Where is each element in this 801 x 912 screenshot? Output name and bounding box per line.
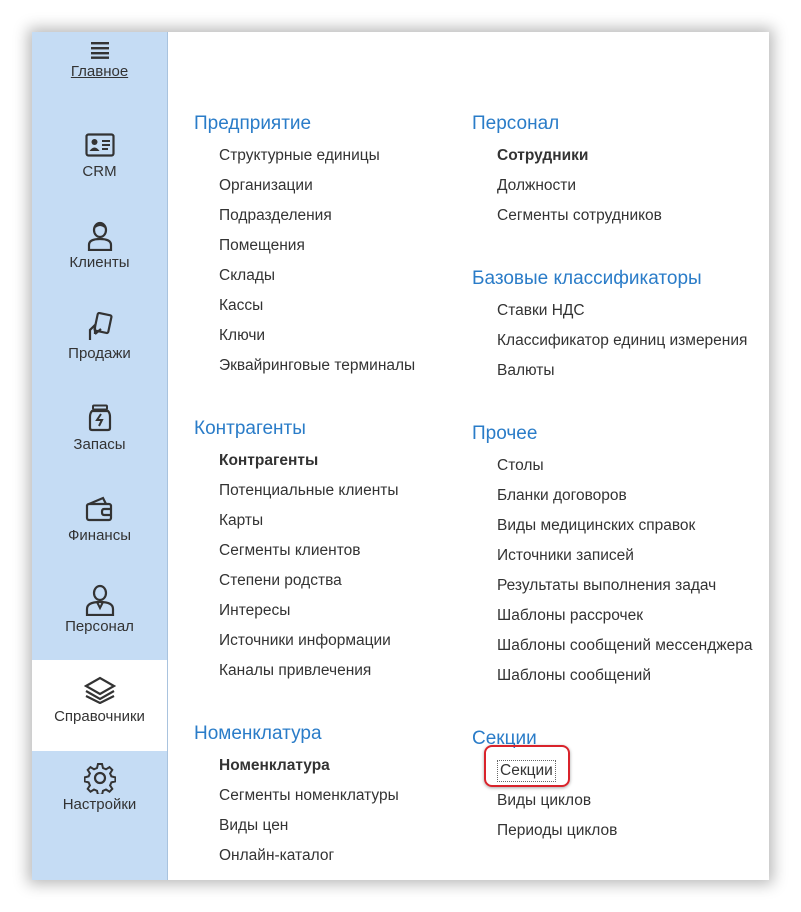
sidebar-item-label: Персонал bbox=[65, 618, 134, 635]
link-cards[interactable]: Карты bbox=[219, 512, 264, 529]
sidebar-item-stock[interactable] bbox=[32, 396, 167, 487]
group-title: Номенклатура bbox=[194, 723, 322, 744]
link-structural-units[interactable]: Структурные единицы bbox=[219, 147, 380, 164]
group-title: Контрагенты bbox=[194, 418, 306, 439]
link-booking-sources[interactable]: Источники записей bbox=[497, 547, 634, 564]
gear-icon bbox=[83, 761, 117, 795]
link-price-types[interactable]: Виды цен bbox=[219, 817, 289, 834]
sidebar-item-sales[interactable] bbox=[32, 305, 167, 396]
sidebar-item-label: CRM bbox=[82, 163, 117, 180]
link-installment-templates[interactable]: Шаблоны рассрочек bbox=[497, 607, 643, 624]
link-potential-clients[interactable]: Потенциальные клиенты bbox=[219, 482, 399, 499]
sidebar-item-label: Клиенты bbox=[69, 254, 130, 271]
group-personnel bbox=[472, 113, 662, 231]
sidebar-item-label: Справочники bbox=[54, 708, 145, 725]
group-title: Предприятие bbox=[194, 113, 312, 134]
link-tables[interactable]: Столы bbox=[497, 457, 544, 474]
sidebar-item-label: Продажи bbox=[68, 345, 131, 362]
sidebar-item-references[interactable] bbox=[32, 660, 167, 751]
group-nomenclature bbox=[194, 723, 399, 871]
link-medical-certificates[interactable]: Виды медицинских справок bbox=[497, 517, 696, 534]
link-kinship-degrees[interactable]: Степени родства bbox=[219, 572, 342, 589]
group-enterprise bbox=[194, 113, 415, 381]
group-counterparties bbox=[194, 418, 399, 686]
sidebar bbox=[32, 32, 168, 880]
staff-icon bbox=[83, 583, 117, 617]
link-client-segments[interactable]: Сегменты клиентов bbox=[219, 542, 361, 559]
jar-icon bbox=[83, 401, 117, 435]
sidebar-item-label: Настройки bbox=[62, 796, 137, 813]
link-cash-desks[interactable]: Кассы bbox=[219, 297, 264, 314]
app-window bbox=[32, 32, 769, 880]
link-currencies[interactable]: Валюты bbox=[497, 362, 555, 379]
link-online-catalog[interactable]: Онлайн-каталог bbox=[219, 847, 335, 864]
highlighted-link[interactable] bbox=[497, 756, 556, 786]
id-card-icon bbox=[83, 128, 117, 162]
link-premises[interactable]: Помещения bbox=[219, 237, 305, 254]
sidebar-item-home[interactable] bbox=[32, 32, 167, 92]
link-task-results[interactable]: Результаты выполнения задач bbox=[497, 577, 717, 594]
link-sections[interactable] bbox=[497, 756, 617, 786]
group-title: Персонал bbox=[472, 113, 560, 134]
sidebar-item-label: Запасы bbox=[73, 436, 126, 453]
link-cycle-periods[interactable]: Периоды циклов bbox=[497, 822, 618, 839]
link-employees[interactable]: Сотрудники bbox=[497, 147, 589, 164]
link-message-templates[interactable]: Шаблоны сообщений bbox=[497, 667, 651, 684]
sidebar-item-clients[interactable] bbox=[32, 214, 167, 305]
link-keys[interactable]: Ключи bbox=[219, 327, 266, 344]
link-positions[interactable]: Должности bbox=[497, 177, 577, 194]
link-employee-segments[interactable]: Сегменты сотрудников bbox=[497, 207, 662, 224]
menu-icon bbox=[91, 41, 109, 59]
sidebar-item-staff[interactable] bbox=[32, 578, 167, 669]
wallet-icon bbox=[83, 492, 117, 526]
group-title: Прочее bbox=[472, 423, 538, 444]
sidebar-item-settings[interactable] bbox=[32, 752, 167, 843]
link-acquiring-terminals[interactable]: Эквайринговые терминалы bbox=[219, 357, 416, 374]
link-warehouses[interactable]: Склады bbox=[219, 267, 275, 284]
link-info-sources[interactable]: Источники информации bbox=[219, 632, 391, 649]
sidebar-item-label: Главное bbox=[70, 63, 129, 80]
sections-label: Секции bbox=[497, 760, 556, 782]
card-hand-icon bbox=[83, 310, 117, 344]
person-icon bbox=[83, 219, 117, 253]
link-departments[interactable]: Подразделения bbox=[219, 207, 332, 224]
link-interests[interactable]: Интересы bbox=[219, 602, 291, 619]
group-title: Базовые классификаторы bbox=[472, 268, 702, 289]
link-vat-rates[interactable]: Ставки НДС bbox=[497, 302, 585, 319]
link-nomenclature[interactable]: Номенклатура bbox=[219, 757, 330, 774]
link-units-classifier[interactable]: Классификатор единиц измерения bbox=[497, 332, 748, 349]
group-other bbox=[472, 423, 753, 691]
link-cycle-types[interactable]: Виды циклов bbox=[497, 792, 592, 809]
sidebar-item-finance[interactable] bbox=[32, 487, 167, 578]
link-organizations[interactable]: Организации bbox=[219, 177, 313, 194]
link-nomenclature-segments[interactable]: Сегменты номенклатуры bbox=[219, 787, 399, 804]
stack-icon bbox=[83, 673, 117, 707]
group-title: Секции bbox=[472, 728, 537, 749]
link-messenger-templates[interactable]: Шаблоны сообщений мессенджера bbox=[497, 637, 753, 654]
references-panel bbox=[168, 32, 769, 880]
sidebar-item-crm[interactable] bbox=[32, 123, 167, 214]
link-contract-forms[interactable]: Бланки договоров bbox=[497, 487, 627, 504]
sidebar-item-label: Финансы bbox=[68, 527, 131, 544]
group-base-classifiers bbox=[472, 268, 747, 386]
link-counterparties[interactable]: Контрагенты bbox=[219, 452, 319, 469]
link-acquisition-channels[interactable]: Каналы привлечения bbox=[219, 662, 372, 679]
group-sections bbox=[472, 728, 617, 846]
